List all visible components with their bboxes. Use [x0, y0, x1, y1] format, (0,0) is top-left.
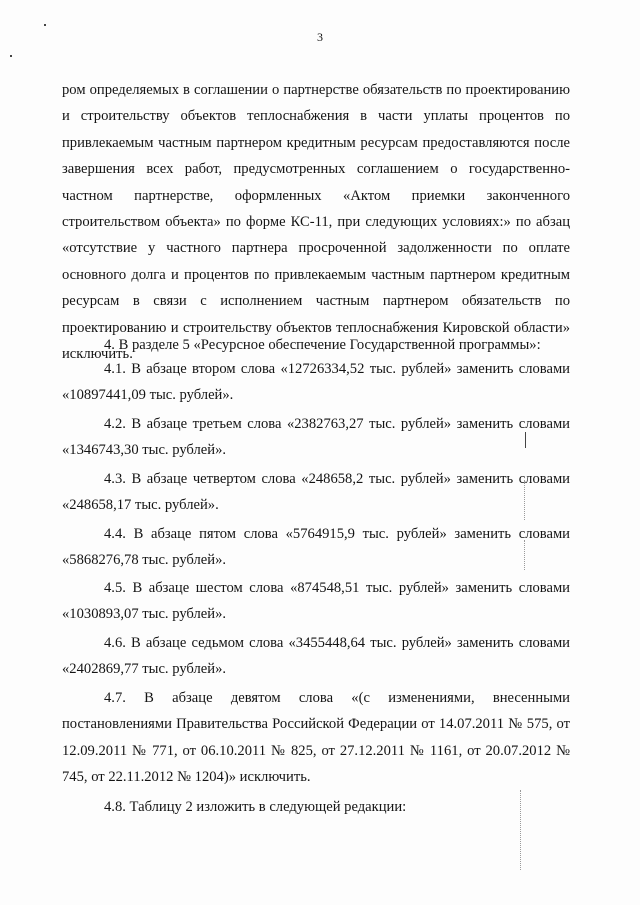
paragraph-text: 4.4. В абзаце пятом слова «5764915,9 тыс. рублей» заменить словами «5868276,78 тыс. рублей».: [62, 526, 570, 569]
paragraph-item-4-5: [62, 575, 570, 628]
paragraph-text: 4.3. В абзаце четвертом слова «248658,2 тыс. рублей» заменить словами «248658,17 тыс. рублей».: [62, 471, 570, 514]
paragraph-item-4-1: [62, 356, 570, 409]
page-number: 3: [317, 30, 323, 44]
paragraph-continuation: [62, 77, 570, 367]
paragraph-text: 4.5. В абзаце шестом слова «874548,51 тыс. рублей» заменить словами «1030893,07 тыс. рублей».: [62, 580, 570, 623]
paragraph-text: 4.6. В абзаце седьмом слова «3455448,64 тыс. рублей» заменить словами «2402869,77 тыс. рублей».: [62, 635, 570, 678]
paragraph-text: ром определяемых в соглашении о партнерстве обязательств по проектированию и строительству объектов теплоснабжения в части уплаты процентов по привлекаемым частным партнером кредитным ресурсам предоставляются после завершения всех работ, предусмотренных соглашением о государственно-частном партнерстве, оформленных «Актом приемки законченного строительством объекта» по форме КС-11, при следующих условиях:» по абзац «отсутствие у частного партнера просроченной задолженности по оплате основного долга и процентов по привлекаемым частным партнером кредитным ресурсам в связи с исполнением частным партнером обязательств по проектированию и строительству объектов теплоснабжения Кировской области» исключить.: [62, 82, 570, 363]
paragraph-item-4-4: [62, 521, 570, 574]
scan-speck: [44, 24, 46, 26]
paragraph-text: 4.7. В абзаце девятом слова «(с изменениями, внесенными постановлениями Правительства Российской Федерации от 14.07.2011 № 575, от 12.09.2011 № 771, от 06.10.2011 № 825, от 27.12.2011 № 1161, от 20.07.2012 № 745, от 22.11.2012 № 1204)» исключить.: [62, 690, 570, 786]
paragraph-item-4-8: [62, 794, 570, 820]
paragraph-text: 4.1. В абзаце втором слова «12726334,52 тыс. рублей» заменить словами «10897441,09 тыс. рублей».: [62, 361, 570, 404]
paragraph-item-4-6: [62, 630, 570, 683]
paragraph-text: 4.8. Таблицу 2 изложить в следующей редакции:: [104, 799, 407, 815]
paragraph-item-4: [62, 332, 570, 358]
paragraph-item-4-2: [62, 411, 570, 464]
paragraph-text: 4.2. В абзаце третьем слова «2382763,27 тыс. рублей» заменить словами «1346743,30 тыс. рублей».: [62, 416, 570, 459]
paragraph-text: 4. В разделе 5 «Ресурсное обеспечение Государственной программы»:: [104, 337, 541, 353]
paragraph-item-4-7: [62, 685, 570, 791]
scan-speck: [10, 55, 12, 57]
paragraph-item-4-3: [62, 466, 570, 519]
